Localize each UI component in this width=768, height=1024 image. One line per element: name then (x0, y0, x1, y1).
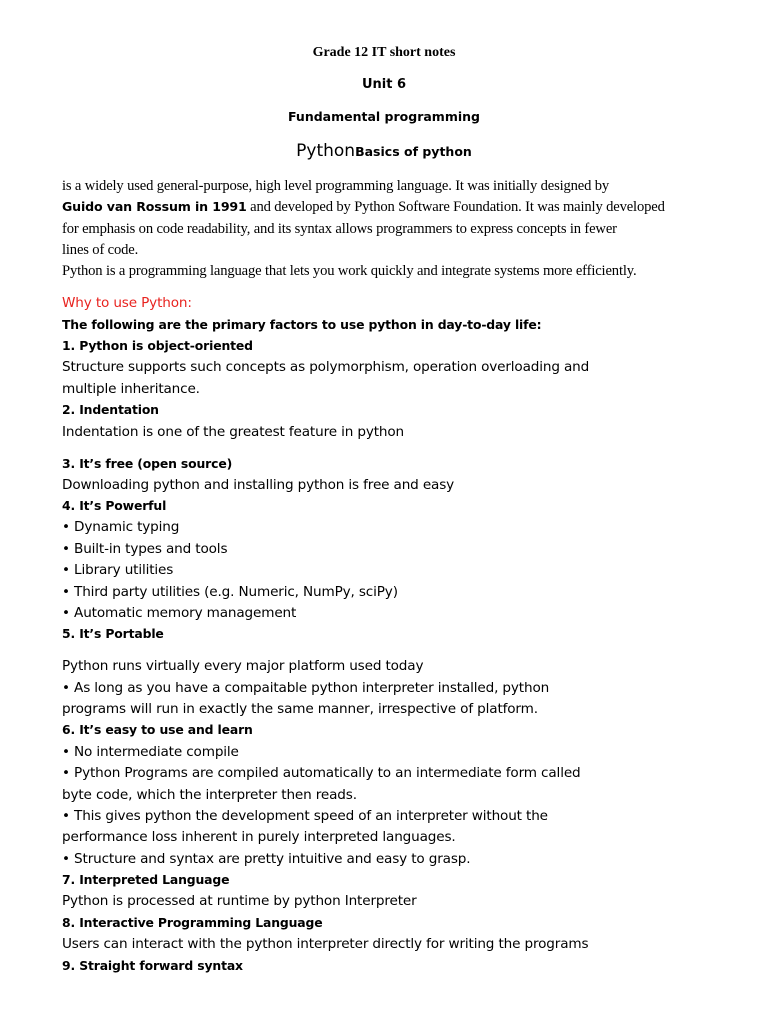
intro-line-3: for emphasis on code readability, and its syntax allows programmers to express concepts in fewer (62, 221, 617, 237)
section-heading-big: Python (296, 141, 356, 161)
document-title: Grade 12 IT short notes (312, 45, 456, 60)
author-name: Guido van Rossum in 1991 (62, 199, 247, 214)
item-9-title: 9. Straight forward syntax (62, 958, 243, 973)
item-4-bullet-4: • Third party utilities (e.g. Numeric, NumPy, sciPy) (62, 584, 398, 600)
item-2-title: 2. Indentation (62, 402, 159, 417)
item-2-line-1: Indentation is one of the greatest feature in python (62, 424, 405, 440)
topic-text: Fundamental programming (288, 109, 480, 124)
item-4-bullet-1: • Dynamic typing (62, 519, 180, 535)
item-4-bullet-2: • Built-in types and tools (62, 541, 228, 557)
intro-line-1: is a widely used general-purpose, high level programming language. It was initially designed by (62, 178, 610, 194)
item-5-line-2: • As long as you have a compaitable python interpreter installed, python (62, 680, 550, 696)
item-3-line-1: Downloading python and installing python is free and easy (62, 477, 455, 493)
item-6-line-2: • Python Programs are compiled automatically to an intermediate form called (62, 765, 581, 781)
item-6-line-1: • No intermediate compile (62, 744, 239, 760)
item-4-bullet-5: • Automatic memory management (62, 605, 297, 621)
intro-line-4: lines of code. (62, 242, 139, 258)
item-5-line-3: programs will run in exactly the same manner, irrespective of platform. (62, 701, 538, 717)
why-heading: Why to use Python: (62, 295, 192, 311)
intro-line-5: Python is a programming language that lets you work quickly and integrate systems more efficiently. (62, 263, 637, 279)
item-6-line-6: • Structure and syntax are pretty intuitive and easy to grasp. (62, 851, 471, 867)
why-subheading: The following are the primary factors to use python in day-to-day life: (62, 317, 542, 332)
section-heading (0, 140, 768, 163)
item-5-title: 5. It’s Portable (62, 626, 164, 641)
item-7-line-1: Python is processed at runtime by python Interpreter (62, 893, 417, 909)
item-1-line-1: Structure supports such concepts as polymorphism, operation overloading and (62, 359, 590, 375)
topic-heading (0, 109, 768, 124)
item-7-title: 7. Interpreted Language (62, 872, 230, 887)
item-5-line-1: Python runs virtually every major platform used today (62, 658, 424, 674)
section-heading-small: Basics of python (355, 144, 472, 159)
item-8-title: 8. Interactive Programming Language (62, 915, 323, 930)
item-4-title: 4. It’s Powerful (62, 498, 167, 513)
item-3-title: 3. It’s free (open source) (62, 456, 233, 471)
item-1-line-2: multiple inheritance. (62, 381, 200, 397)
item-6-line-4: • This gives python the development speed of an interpreter without the (62, 808, 548, 824)
item-6-line-5: performance loss inherent in purely interpreted languages. (62, 829, 456, 845)
item-6-line-3: byte code, which the interpreter then reads. (62, 787, 357, 803)
item-4-bullet-3: • Library utilities (62, 562, 174, 578)
unit-heading: Unit 6 (361, 77, 407, 92)
item-1-title: 1. Python is object-oriented (62, 338, 253, 353)
intro-line-2-rest: and developed by Python Software Foundation. It was mainly developed (246, 199, 665, 215)
item-8-line-1: Users can interact with the python interpreter directly for writing the programs (62, 936, 589, 952)
item-6-title: 6. It’s easy to use and learn (62, 722, 253, 737)
intro-line-2 (62, 198, 665, 216)
